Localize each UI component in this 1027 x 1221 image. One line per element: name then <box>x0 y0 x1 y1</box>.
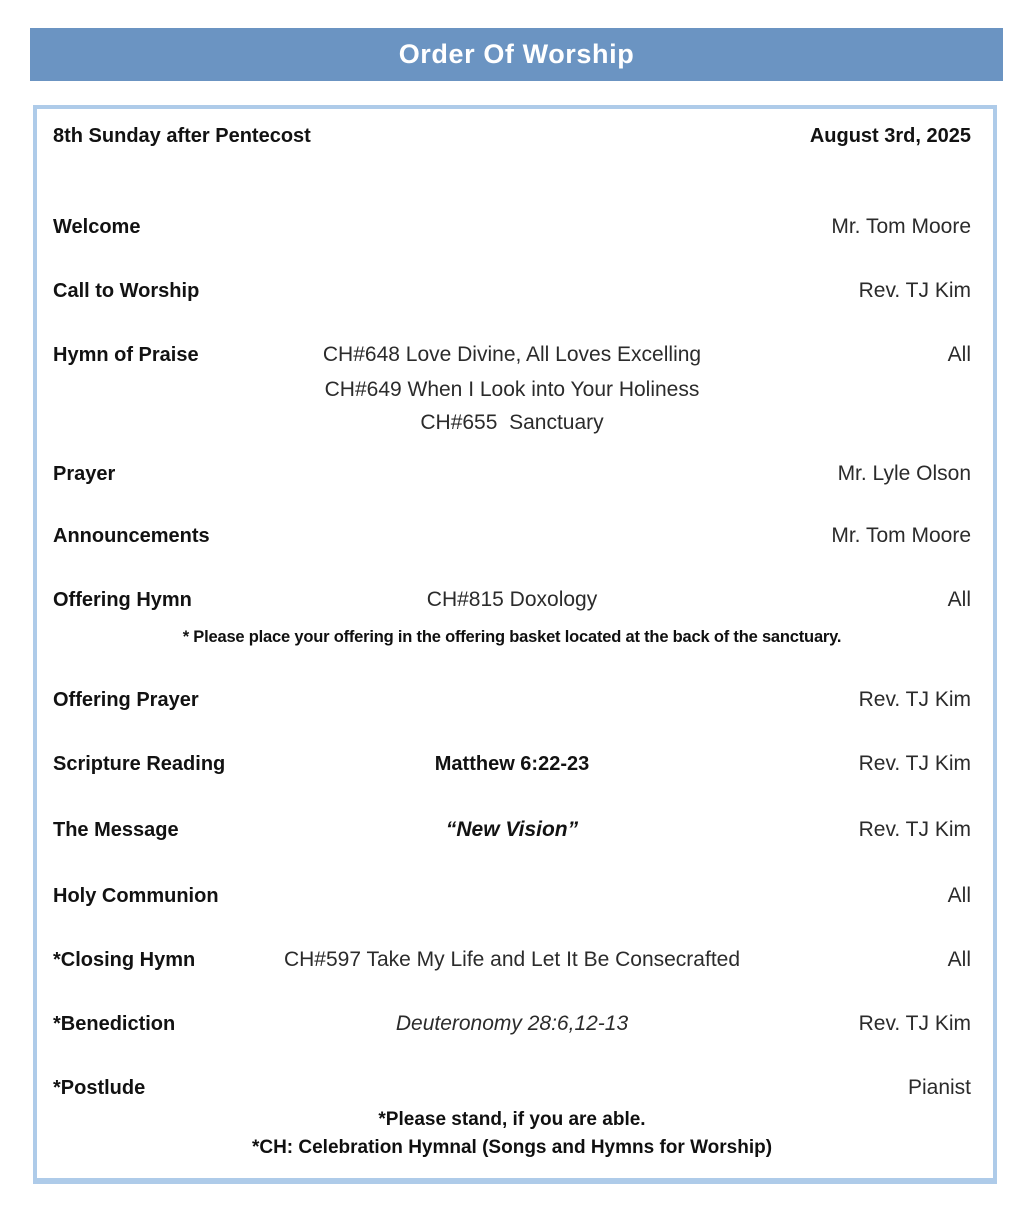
order-of-worship-box <box>33 105 997 1184</box>
scripture-reference: Matthew 6:22-23 <box>434 753 590 775</box>
service-item-assignee: Rev. TJ Kim <box>858 818 971 841</box>
service-item-label: Holy Communion <box>53 885 219 907</box>
service-row-scripture-reading <box>53 751 971 777</box>
offering-note: * Please place your offering in the offering basket located at the back of the sanctuary. <box>182 628 842 646</box>
service-item-label: Prayer <box>53 463 116 485</box>
service-item-assignee: Mr. Tom Moore <box>831 524 971 547</box>
hymn-line: CH#597 Take My Life and Let It Be Consecrafted <box>283 948 741 971</box>
service-item-assignee: All <box>947 948 971 971</box>
service-row-offering-hymn <box>53 587 971 613</box>
service-item-assignee: Mr. Lyle Olson <box>837 462 971 485</box>
service-row-offering-prayer <box>53 687 971 713</box>
service-item-label: Announcements <box>53 525 210 547</box>
service-item-label: Hymn of Praise <box>53 344 199 366</box>
service-item-label: Scripture Reading <box>53 753 226 775</box>
service-row-benediction <box>53 1011 971 1037</box>
service-item-label: Call to Worship <box>53 280 200 302</box>
service-item-label: *Closing Hymn <box>53 949 196 971</box>
service-item-assignee: All <box>947 588 971 611</box>
service-row-announcements <box>53 523 971 549</box>
service-item-assignee: Pianist <box>907 1076 971 1099</box>
service-item-label: Offering Hymn <box>53 589 192 611</box>
page-title: Order Of Worship <box>398 39 635 69</box>
date-row <box>53 123 971 149</box>
benediction-reference: Deuteronomy 28:6,12-13 <box>395 1012 629 1035</box>
title-bar <box>30 28 1003 81</box>
service-row-prayer <box>53 461 971 487</box>
service-item-label: *Postlude <box>53 1077 146 1099</box>
sunday-name: 8th Sunday after Pentecost <box>53 125 311 147</box>
service-item-label: The Message <box>53 819 179 841</box>
benediction-reference-block <box>53 1011 971 1037</box>
footnote-hymnal-key: *CH: Celebration Hymnal (Songs and Hymns for Worship) <box>251 1137 773 1158</box>
hymn-line: CH#648 Love Divine, All Loves Excelling <box>322 343 702 366</box>
service-date: August 3rd, 2025 <box>809 125 971 147</box>
hymn-line: CH#649 When I Look into Your Holiness <box>324 378 700 401</box>
service-row-call-to-worship <box>53 278 971 304</box>
service-item-assignee: Mr. Tom Moore <box>831 215 971 238</box>
service-row-closing-hymn <box>53 947 971 973</box>
service-item-assignee: Rev. TJ Kim <box>858 279 971 302</box>
service-item-assignee: Rev. TJ Kim <box>858 752 971 775</box>
footnote-please-stand: *Please stand, if you are able. <box>378 1109 646 1130</box>
service-row-welcome <box>53 214 971 240</box>
message-title-block <box>53 817 971 843</box>
hymn-line: CH#815 Doxology <box>426 588 598 611</box>
service-row-postlude <box>53 1075 971 1101</box>
service-item-assignee: All <box>947 343 971 366</box>
service-item-label: Offering Prayer <box>53 689 199 711</box>
service-row-hymn-of-praise <box>53 342 971 436</box>
service-item-label: Welcome <box>53 216 141 238</box>
service-row-holy-communion <box>53 883 971 909</box>
service-item-assignee: Rev. TJ Kim <box>858 688 971 711</box>
service-row-the-message <box>53 817 971 843</box>
message-title: “New Vision” <box>445 818 579 841</box>
service-item-assignee: Rev. TJ Kim <box>858 1012 971 1035</box>
service-item-assignee: All <box>947 884 971 907</box>
service-item-label: *Benediction <box>53 1013 176 1035</box>
hymn-line: CH#655 Sanctuary <box>420 411 604 434</box>
